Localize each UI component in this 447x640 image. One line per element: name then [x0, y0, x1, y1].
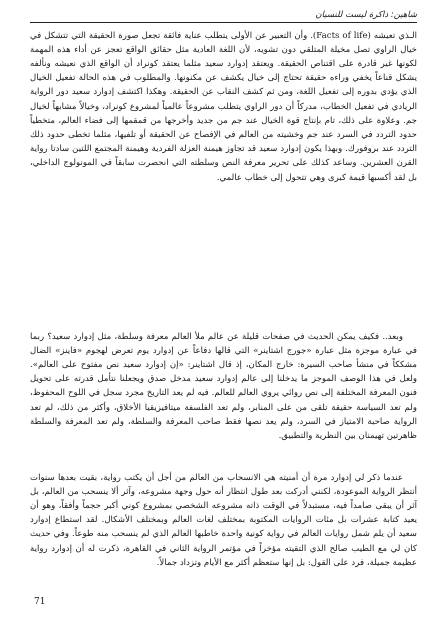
paragraph-1: الـذي تعيشه (Facts of life). وأن التعبير عن الأولى يتطلب عناية فائقة تجعل صورة الحقيقة التي تتشكل في خيال الراوي تصل مخيلة المتلقي دون تشويه، لأن اللغة العادية مثل حقائق الواقع تعجز عن أداء هذه المهمة لكونها غير قادرة على اقتناص الحقيقة. ويعتقد إدوارد سعيد مثلما يعتقد كونراد أن الواقع الذي نعيشه ونألفه يشكل قناعاً يخفي وراءه حقيقة تحتاج إلى خيال يكشف عن مكنونها. والمطلوب في هذه الحالة تفعيل الخيال الذي يؤدي بدوره إلى تفعيل اللغة، ومن ثم كشف النقاب عن الحقيقة. وهكذا اكتشف إدوارد سعيد دور الرواية الريادي في تفعيل الخطاب، مدركاً أن دور الراوي يتطلب مشروعاً عالمياً لمشروع كونراد، وخيالاً مشابهاً لخيال جم. وعلاوة على ذلك، تام بإنتاج قوة الخيال عند جم من جديد وأخرجها من قمقمها إلى فضاء العالم، متخطياً حدود التردد في السرد عند جم وخشيته من العالم في الإفصاح عن الحقيقة أو تلفيها، مثلما تخطى حدود ذلك التردد عند بروفورك. وبهذا يكون إدوارد سعيد قد تجاوز هيمنة العزلة الفردية وهيمنة المجتمع اللتين سادتا رواية القرن العشرين. وساعد كذلك على تحرير معرفة النص وسلطته التي انحصرت سابقاً في المونولوج الداخلي، بل لقد أكسبها قيمة كبرى وهي تتحول إلى خطاب عالمي. [30, 30, 418, 183]
page-number: 71 [34, 597, 46, 607]
paragraph-3: عندما ذكر لي إدوارد مرة أن أمنيته هي الانسحاب من العالم من أجل أن يكتب رواية، بقيت بعدها سنوات أنتظر الرواية الموعودة، لكنني أدركت بعد طول انتظار أنه حول وجهة مشروعه، وآثر ألا ينسحب من العالم، بل آثر أن يبقى صامداً فيه، مستبدلاً في الوقت ذاته مشروعه الشخصي بمشروع كوني أكبر حجماً وأفقاً، وهو أن يعيد كتابة عشرات بل مئات الروايات المكتوبة بمختلف لغات العالم وبمختلف الأشكال. لقد استطاع إدوارد سعيد أن يلم شمل روايات العالم في رواية كونية واحدة خاطبها العالم الذي لم ينسحب منه طوعاً. وفي حديث كان لي مع الطيب صالح الذي التقيته مؤخراً في مؤتمر الرواية الثاني في القاهرة، ذكرت له أن إدوارد رواية عظيمة جميلة، فرد على القول: بل إنها ستعظم أكثر مع الأيام وتزداد جمالاً. [30, 472, 417, 568]
running-header [30, 6, 417, 23]
running-title: شاهين: ذاكرة ليست للنسيان [315, 10, 417, 20]
paragraph-2: وبعد.. فكيف يمكن الحديث في صفحات قليلة عن عالم ملأ العالم معرفة وسلطة، مثل إدوارد سعيد؟ ربما في عبارة موجزة مثل عبارة «جورج اشتاينر» التي قالها دفاعاً عن إدوارد يوم تعرض لهجوم «فاينز» الضال مشككاً في منشأ صاحب السيرة: خارج المكان، إذ قال اشتاينر: «إن إدوارد سعيد نص مفتوح على العالم». ولعل في هذا الوصف الموجز ما يدخلنا إلى عالم إدوارد سعيد مدخل صدق ويجعلنا نتأمل قدرته على تحويل فنون المعرفة المختلفة إلى نص روائي يروي العالم للعالم. فيه لم يعد التاريخ مجرد سجل في اللوح المحفوظ، ولم تعد السياسة حقيقة تلقى من على المنابر، ولم تعد الفلسفة ميتافيزيقيا الأخلاق، وأكثر من ذلك، لم تعد الرواية صاحبة الامتياز في السرد، ولم يعد نصها فقط صاحب المعرفة والسلطة، ولم تعد المعرفة والسلطة ظاهرتين تهيمنان بين النظرية والتطبيق. [30, 331, 417, 442]
